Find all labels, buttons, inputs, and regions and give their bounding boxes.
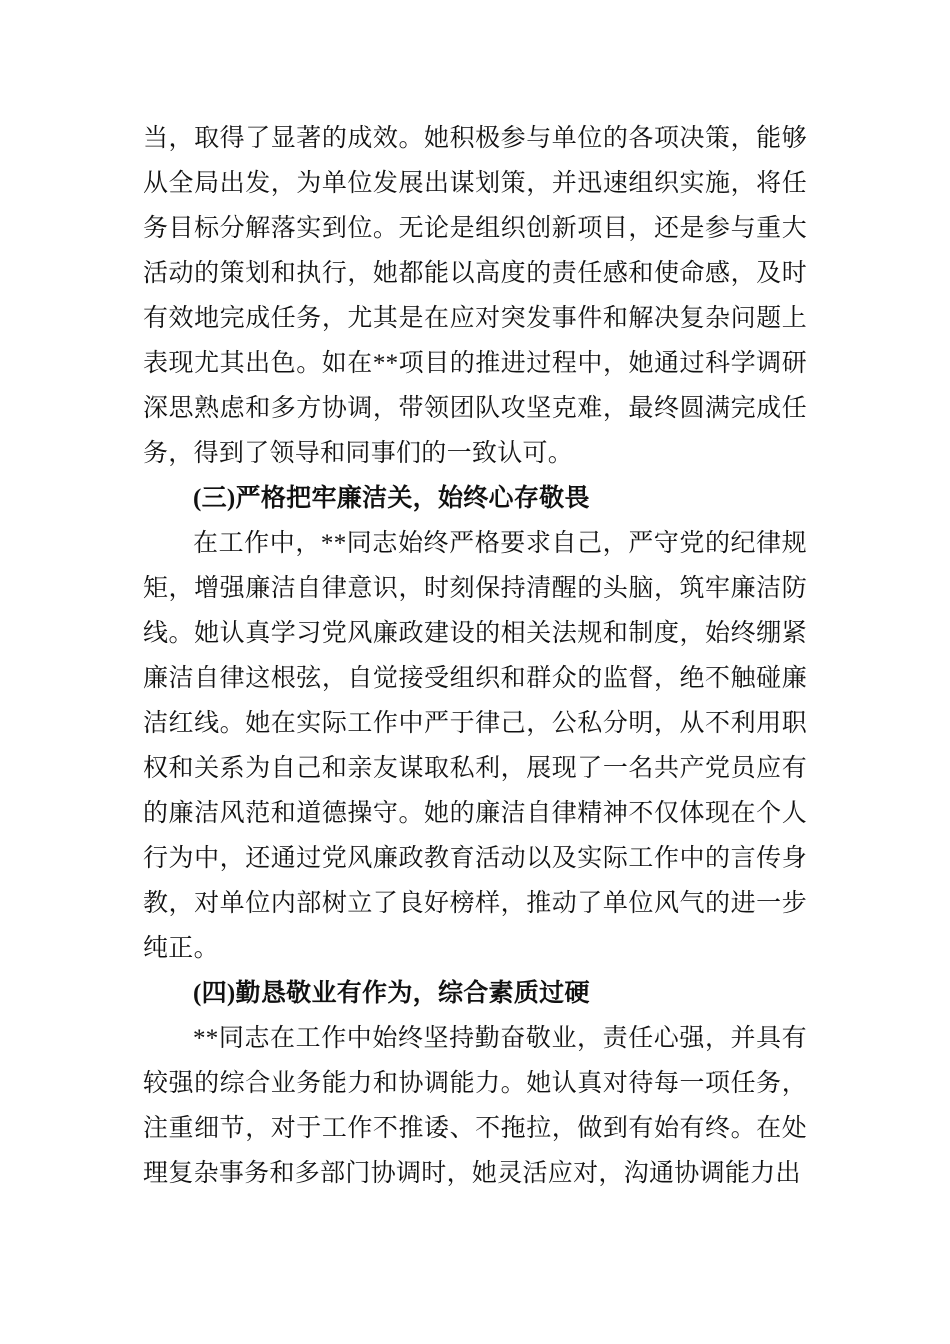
paragraph: **同志在工作中始终坚持勤奋敬业，责任心强，并具有较强的综合业务能力和协调能力。她认真对待每一项任务，注重细节，对于工作不推诿、不拖拉，做到有始有终。在处理复杂事务和多部门协调时，她灵活应对，沟通协调能力出 [143,1025,807,1187]
section-heading: (三)严格把牢廉洁关，始终心存敬畏 [193,485,590,512]
section-heading: (四)勤恳敬业有作为，综合素质过硬 [193,980,590,1007]
document-body [143,116,807,1196]
paragraph: 当，取得了显著的成效。她积极参与单位的各项决策，能够从全局出发，为单位发展出谋划策，并迅速组织实施，将任务目标分解落实到位。无论是组织创新项目，还是参与重大活动的策划和执行，她都能以高度的责任感和使命感，及时有效地完成任务，尤其是在应对突发事件和解决复杂问题上表现尤其出色。如在**项目的推进过程中，她通过科学调研深思熟虑和多方协调，带领团队攻坚克难，最终圆满完成任务，得到了领导和同事们的一致认可。 [143,125,807,467]
paragraph: 在工作中，**同志始终严格要求自己，严守党的纪律规矩，增强廉洁自律意识，时刻保持清醒的头脑，筑牢廉洁防线。她认真学习党风廉政建设的相关法规和制度，始终绷紧廉洁自律这根弦，自觉接受组织和群众的监督，绝不触碰廉洁红线。她在实际工作中严于律己，公私分明，从不利用职权和关系为自己和亲友谋取私利，展现了一名共产党员应有的廉洁风范和道德操守。她的廉洁自律精神不仅体现在个人行为中，还通过党风廉政教育活动以及实际工作中的言传身教，对单位内部树立了良好榜样，推动了单位风气的进一步纯正。 [143,530,807,962]
